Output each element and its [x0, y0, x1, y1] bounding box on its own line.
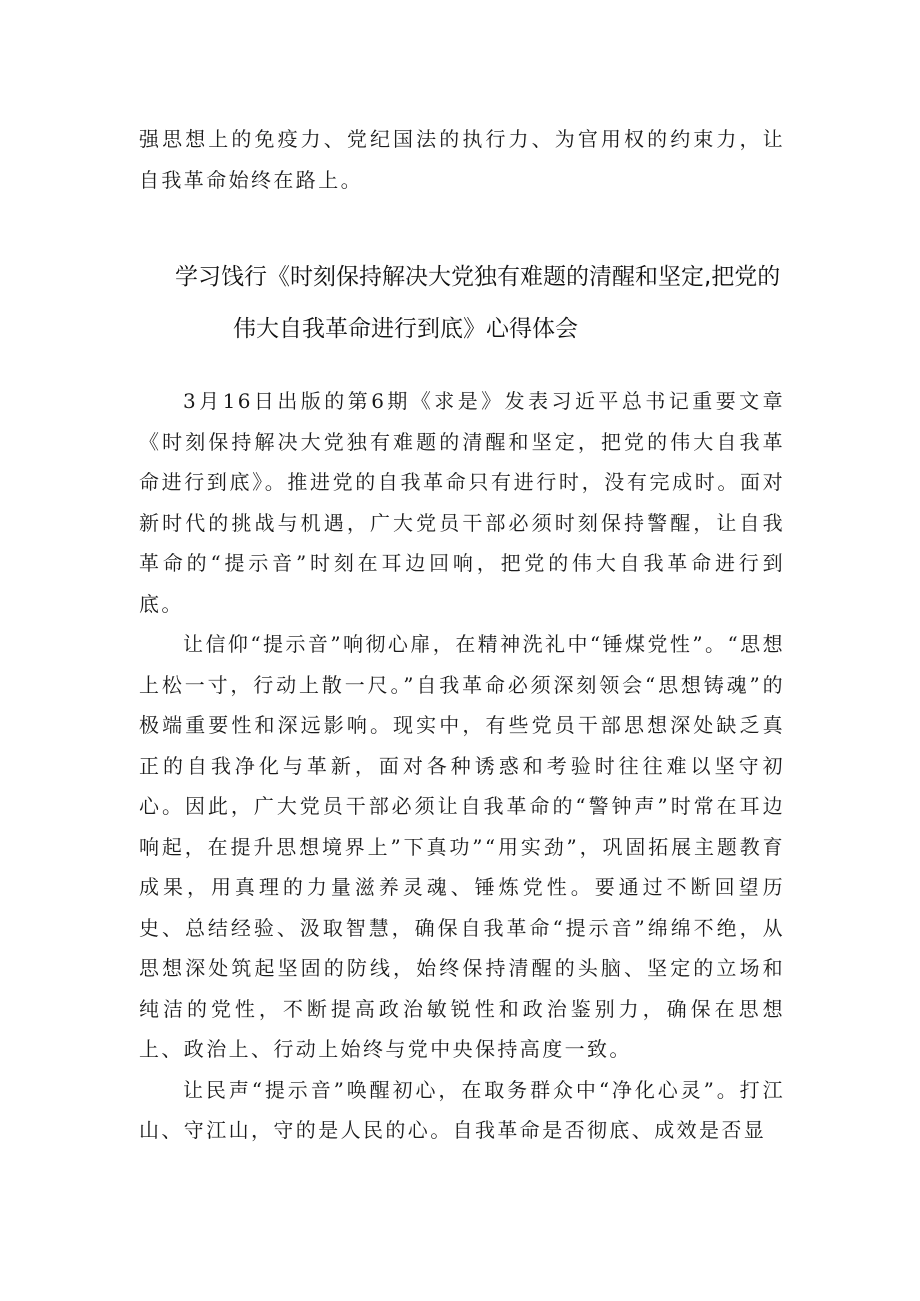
body-paragraph-2: 让信仰“提示音”响彻心扉，在精神洗礼中“锤煤党性”。“思想上松一寸，行动上散一尺。”自我革命必须深刻领会“思想铸魂”的极端重要性和深远影响。现实中，有些党员干部思想深处缺乏真正的自我净化与革新，面对各种诱惑和考验时往往难以坚守初心。因此，广大党员干部必须让自我革命的“警钟声”时常在耳边响起，在提升思想境界上”下真功”“用实劲”，巩固拓展主题教育成果，用真理的力量滋养灵魂、锤炼党性。要通过不断回望历史、总结经验、汲取智慧，确保自我革命“提示音”绵绵不绝，从思想深处筑起坚固的防线，始终保持清醒的头脑、坚定的立场和纯洁的党性，不断提高政治敏锐性和政治鉴别力，确保在思想上、政治上、行动上始终与党中央保持高度一致。	[139, 632, 785, 1061]
continuation-paragraph: 强思想上的免疫力、党纪国法的执行力、为官用权的约束力，让自我革命始终在路上。	[139, 127, 785, 192]
article-body	[139, 381, 785, 1151]
article-title-line-1: 学习饯行《时刻保持解决大党独有难题的清醒和坚定,把党的	[175, 264, 781, 290]
body-paragraph-3: 让民声“提示音”唤醒初心，在取务群众中“净化心灵”。打江山、守江山，守的是人民的心。自我革命是否彻底、成效是否显	[139, 1077, 785, 1142]
body-paragraph-1: 3月16日出版的第6期《求是》发表习近平总书记重要文章《时刻保持解决大党独有难题的清醒和坚定，把党的伟大自我革命进行到底》。推进党的自我革命只有进行时，没有完成时。面对新时代的挑战与机遇，广大党员干部必须时刻保持警醒，让自我革命的“提示音”时刻在耳边回响，把党的伟大自我革命进行到底。	[139, 389, 785, 616]
article-title	[175, 251, 795, 355]
article-title-line-2: 伟大自我革命进行到底》心得体会	[233, 316, 578, 342]
